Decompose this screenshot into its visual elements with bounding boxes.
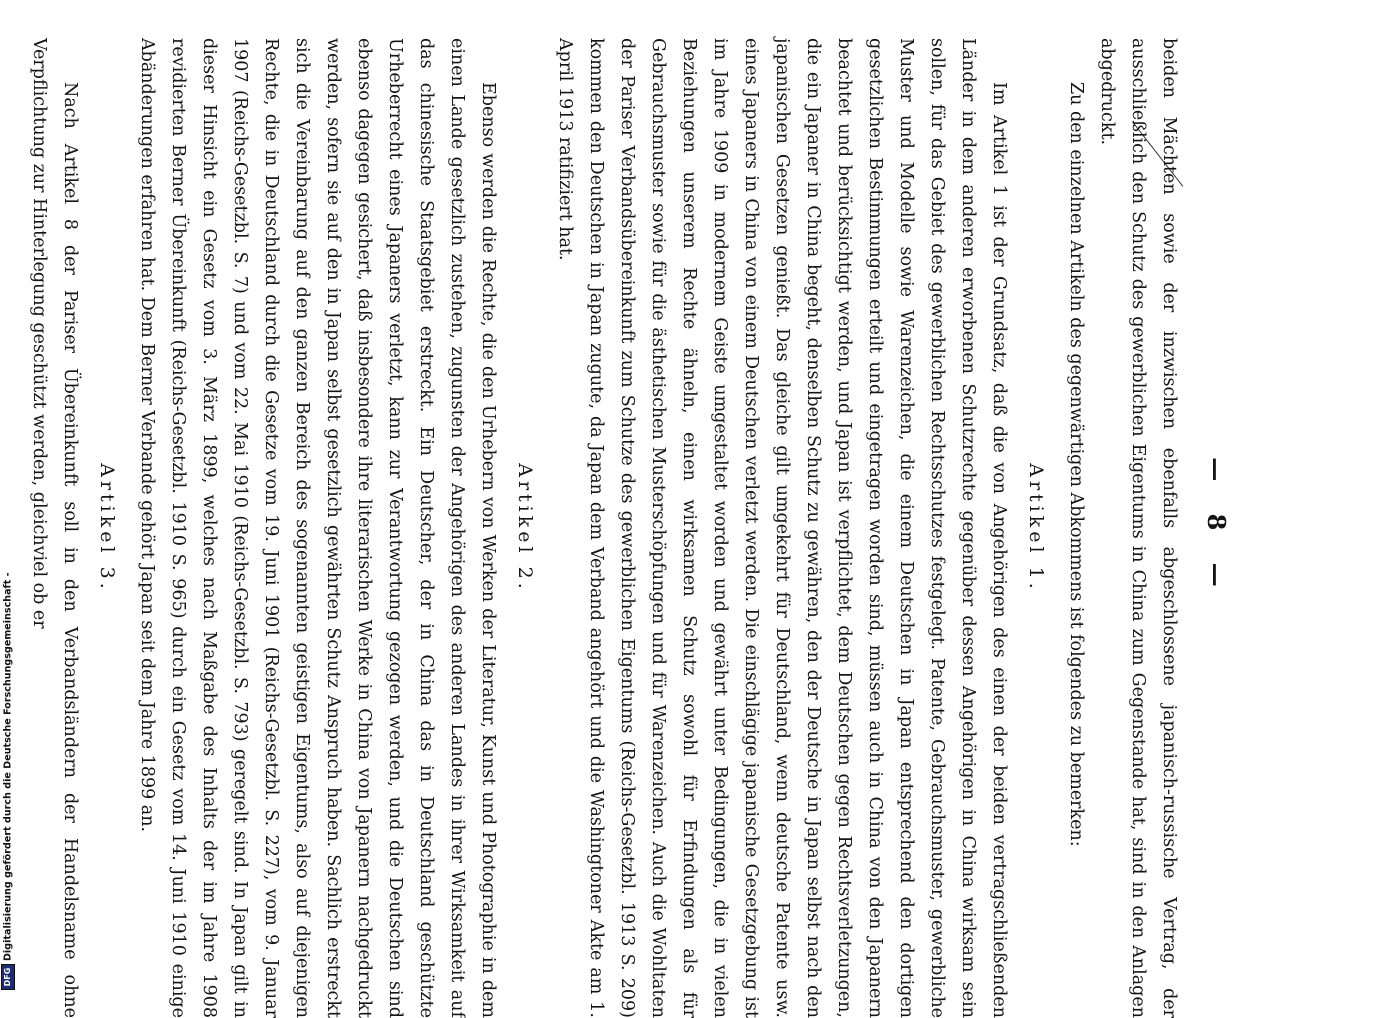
dfg-logo: DFG [1, 964, 15, 990]
paragraph-intro-articles: Zu den einzelnen Artikeln des gegenwärtigen Abkommens ist folgendes zu bemerken: [1066, 82, 1086, 847]
digitization-note [0, 0, 24, 1000]
heading-article-1: Artikel 1. [1025, 463, 1047, 593]
heading-article-2: Artikel 2. [514, 463, 536, 593]
page-number: — 8 — [1202, 457, 1231, 599]
paragraph-article-1: Im Artikel 1 ist der Grundsatz, daß die von Angehörigen des einen der beiden vertragschließenden Länder in dem anderen erworbenen Schutzrechte gegenüber dessen Angehörigen in China wirksam sein sollen, für das Gebiet des gewerblichen Rechtsschutzes festgelegt. Patente, Gebrauchsmuster, gewerbliche Muster und Modelle sowie Warenzeichen, die einem Deutschen in Japan entsprechend den dortigen gesetzlichen Bestimmungen erteilt und eingetragen worden sind, müssen auch in China von den Japanern beachtet und berücksichtigt werden, und Japan ist verpflichtet, dem Deutschen gegen Rechtsverletzungen, die ein Japaner in China begeht, denselben Schutz zu gewähren, den der Deutsche in Japan selbst nach den japanischen Gesetzen genießt. Das gleiche gilt umgekehrt für Deutschland, wenn deutsche Patente usw. eines Japaners in China von einem Deutschen verletzt werden. Die einschlägige japanische Gesetzgebung ist im Jahre 1909 in modernem Geiste umgestaltet worden und gewährt unter Bedingungen, die in vielen Beziehungen unserem Rechte ähneln, einen wirksamen Schutz sowohl für Erfindungen als für Gebrauchsmuster sowie für die ästhetischen Musterschöpfungen und für Warenzeichen. Auch die Wohltaten der Pariser Verbandsübereinkunft zum Schutze des gewerblichen Eigentums (Reichs-Gesetzbl. 1913 S. 209) kommen den Deutschen in Japan zugute, da Japan dem Verband angehört und die Washingtoner Akte am 1. April 1913 ratifiziert hat. [555, 38, 1009, 1018]
paragraph-treaty-annexes: beiden Mächten sowie der inzwischen ebenfalls abgeschlossene japanisch-russische Vertrag, der ausschließlich den Schutz des gewerblichen Eigentums in China zum Gegenstande hat, sind in den Anlagen abgedruckt. [1097, 38, 1179, 1018]
paragraph-article-3: Nach Artikel 8 der Pariser Übereinkunft soll in den Verbandsländern der Handelsname ohne Verpflichtung zur Hinterlegung geschützt werden, gleichviel ob er [29, 38, 80, 1018]
heading-article-3: Artikel 3. [96, 463, 118, 593]
funding-credit: Digitalisierung gefördert durch die Deutsche Forschungsgemeinschaft - [2, 572, 14, 961]
document-page [29, 38, 1232, 1018]
paragraph-article-2: Ebenso werden die Rechte, die den Urhebern von Werken der Literatur, Kunst und Photographie in dem einen Lande gesetzlich zustehen, zugunsten der Angehörigen des anderen Landes in ihrer Wirksamkeit auf das chinesische Staatsgebiet erstreckt. Ein Deutscher, der in China das in Deutschland geschützte Urheberrecht eines Japaners verletzt, kann zur Verantwortung gezogen werden, und die Deutschen sind ebenso dagegen gesichert, daß insbesondere ihre literarischen Werke in China von Japanern nachgedruckt werden, sofern sie auf den in Japan selbst gesetzlich gewährten Schutz Anspruch haben. Sachlich erstreckt sich die Vereinbarung auf den ganzen Bereich des sogenannten geistigen Eigentums, also auf diejenigen Rechte, die in Deutschland durch die Gesetze vom 19. Juni 1901 (Reichs-Gesetzbl. S. 227), vom 9. Januar 1907 (Reichs-Gesetzbl. S. 7) und vom 22. Mai 1910 (Reichs-Gesetzbl. S. 793) geregelt sind. In Japan gilt in dieser Hinsicht ein Gesetz vom 3. März 1899, welches nach Maßgabe des Inhalts der im Jahre 1908 revidierten Berner Übereinkunft (Reichs-Gesetzbl. 1910 S. 965) durch ein Gesetz vom 14. Juni 1910 einige Abänderungen erfahren hat. Dem Berner Verbande gehört Japan seit dem Jahre 1899 an. [137, 38, 498, 1018]
digitization-note-text [1, 572, 15, 990]
